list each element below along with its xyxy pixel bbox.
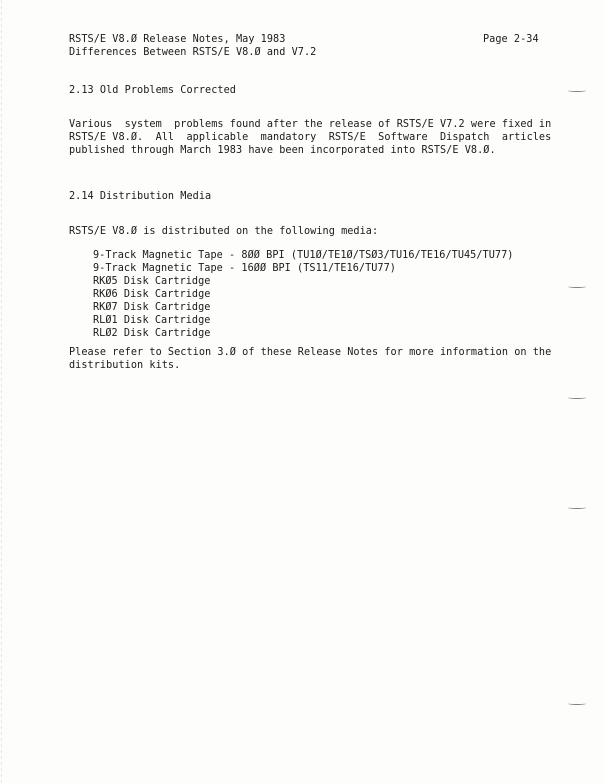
paragraph-line: published through March 1983 have been incorporated into RSTS/E V8.Ø. bbox=[69, 145, 496, 156]
media-item: RKØ7 Disk Cartridge bbox=[93, 302, 211, 313]
media-item: 9-Track Magnetic Tape - 16ØØ BPI (TS11/TE16/TU77) bbox=[93, 263, 396, 274]
paragraph-line: Various system problems found after the release of RSTS/E V7.2 were fixed in bbox=[69, 119, 552, 130]
media-item: RLØ2 Disk Cartridge bbox=[93, 328, 211, 339]
media-intro: RSTS/E V8.Ø is distributed on the following media: bbox=[69, 226, 379, 237]
binder-hole-mark bbox=[568, 396, 586, 399]
media-item: RKØ5 Disk Cartridge bbox=[93, 276, 211, 287]
closing-line: Please refer to Section 3.Ø of these Release Notes for more information on the bbox=[69, 347, 552, 358]
scan-edge bbox=[1, 0, 2, 783]
media-item: RKØ6 Disk Cartridge bbox=[93, 289, 211, 300]
media-item: RLØ1 Disk Cartridge bbox=[93, 315, 211, 326]
closing-line: distribution kits. bbox=[69, 360, 181, 371]
binder-hole-mark bbox=[568, 702, 586, 705]
section-heading-2-14: 2.14 Distribution Media bbox=[69, 191, 212, 202]
binder-hole-mark bbox=[568, 285, 586, 288]
paragraph-line: RSTS/E V8.Ø. All applicable mandatory RSTS/E Software Dispatch articles bbox=[69, 132, 552, 143]
header-subtitle: Differences Between RSTS/E V8.Ø and V7.2 bbox=[69, 47, 317, 58]
header-title: RSTS/E V8.Ø Release Notes, May 1983 bbox=[69, 34, 286, 45]
page-number: Page 2-34 bbox=[483, 34, 539, 45]
binder-hole-mark bbox=[568, 89, 586, 92]
media-item: 9-Track Magnetic Tape - 8ØØ BPI (TU1Ø/TE1Ø/TSØ3/TU16/TE16/TU45/TU77) bbox=[93, 250, 514, 261]
binder-hole-mark bbox=[568, 506, 586, 509]
section-heading-2-13: 2.13 Old Problems Corrected bbox=[69, 85, 236, 96]
